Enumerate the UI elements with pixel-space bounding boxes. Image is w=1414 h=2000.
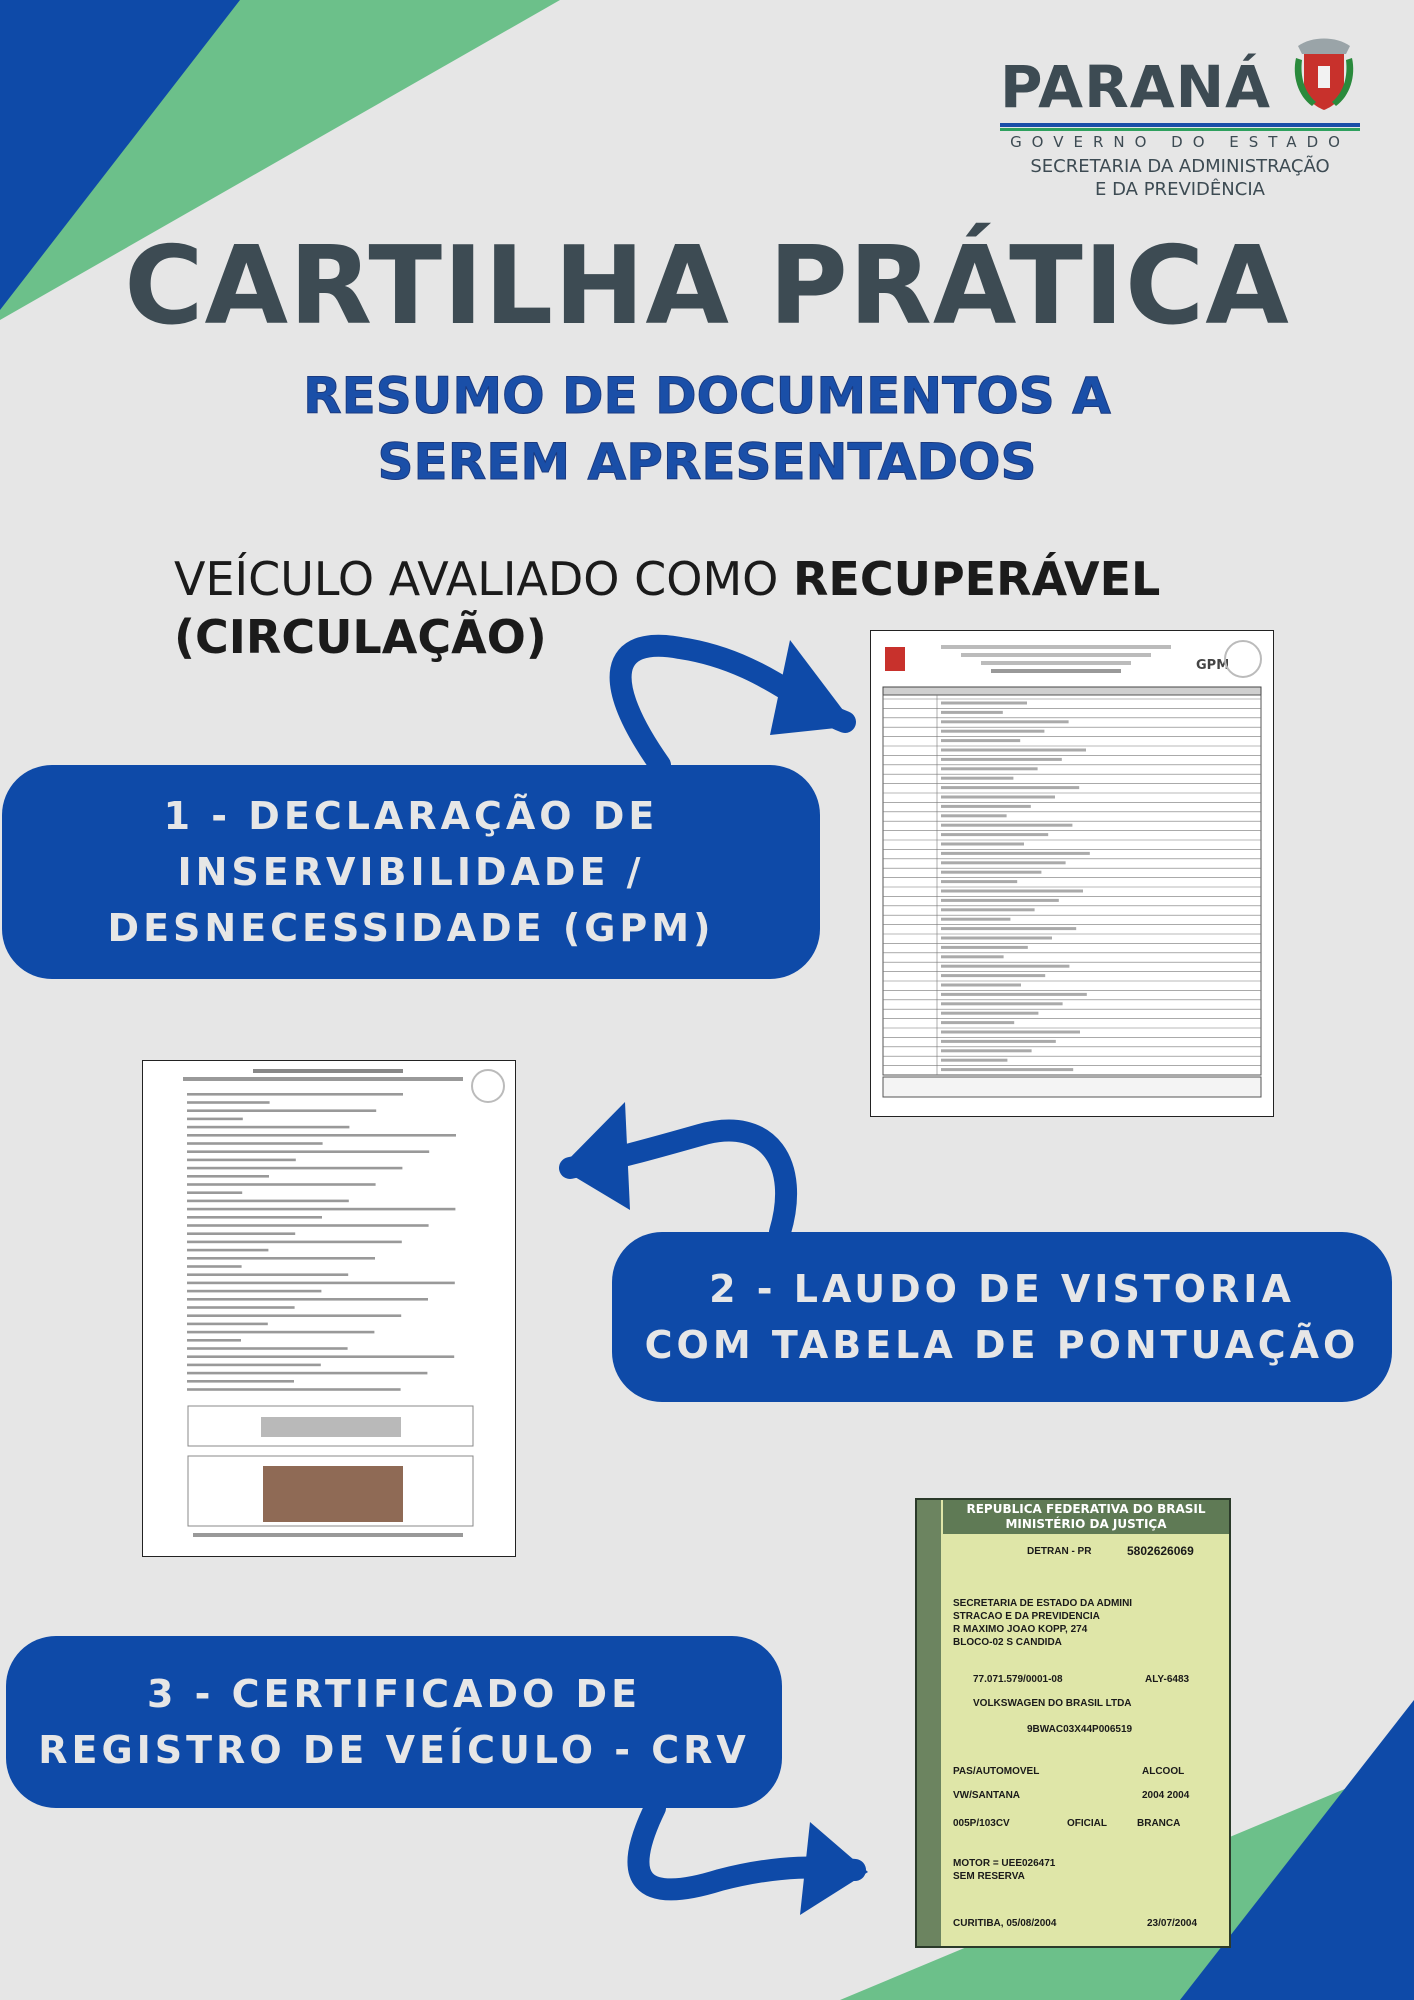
declaration-document-image [870, 630, 1274, 1117]
step-3-pill: 3 - CERTIFICADO DE REGISTRO DE VEÍCULO - CRV [6, 1636, 782, 1808]
crv-side-strip [917, 1500, 941, 1946]
gpm-logo: GPM [1196, 658, 1230, 673]
logo-rule-green [1000, 128, 1360, 131]
inspection-form-lines [143, 1061, 515, 1556]
crv-certificate-image: REPUBLICA FEDERATIVA DO BRASIL MINISTÉRIO DA JUSTIÇA DETRAN - PR 5802626069 SECRETARIA DE ESTADO DA ADMINI STRACAO E DA PREVIDENCIA R MAXIMO JOAO KOPP, 274 BLOCO-02 S CANDIDA 77.071.579/0001-08 ALY-6483 VOLKSWAGEN DO BRASIL LTDA 9BWAC03X44P006519 PAS/AUTOMOVEL ALCOOL VW/SANTANA 2004 2004 005P/103CV OFICIAL BRANCA MOTOR = UEE026471 SEM RESERVA CURITIBA, 05/08/2004 23/07/2004 [915, 1498, 1231, 1948]
step-1-pill: 1 - DECLARAÇÃO DE INSERVIBILIDADE / DESNECESSIDADE (GPM) [2, 765, 820, 979]
logo-rule-blue [1000, 123, 1360, 127]
declaration-form-lines [871, 631, 1273, 1116]
department-name: SECRETARIA DA ADMINISTRAÇÃO E DA PREVIDÊNCIA [1030, 156, 1330, 200]
page-title: CARTILHA PRÁTICA [124, 224, 1290, 349]
logo-subtitle: GOVERNO DO ESTADO [1010, 133, 1350, 151]
inspection-report-document-image [142, 1060, 516, 1557]
parana-logo-word: PARANÁ [1000, 53, 1272, 121]
page-subtitle: RESUMO DE DOCUMENTOS A SEREM APRESENTADOS [303, 367, 1111, 491]
vehicle-status-heading: VEÍCULO AVALIADO COMO RECUPERÁVEL (CIRCULAÇÃO) [174, 552, 1161, 664]
state-crest-icon [1292, 36, 1356, 112]
crv-header: REPUBLICA FEDERATIVA DO BRASIL MINISTÉRIO DA JUSTIÇA [943, 1500, 1229, 1534]
step-2-pill: 2 - LAUDO DE VISTORIA COM TABELA DE PONTUAÇÃO [612, 1232, 1392, 1402]
